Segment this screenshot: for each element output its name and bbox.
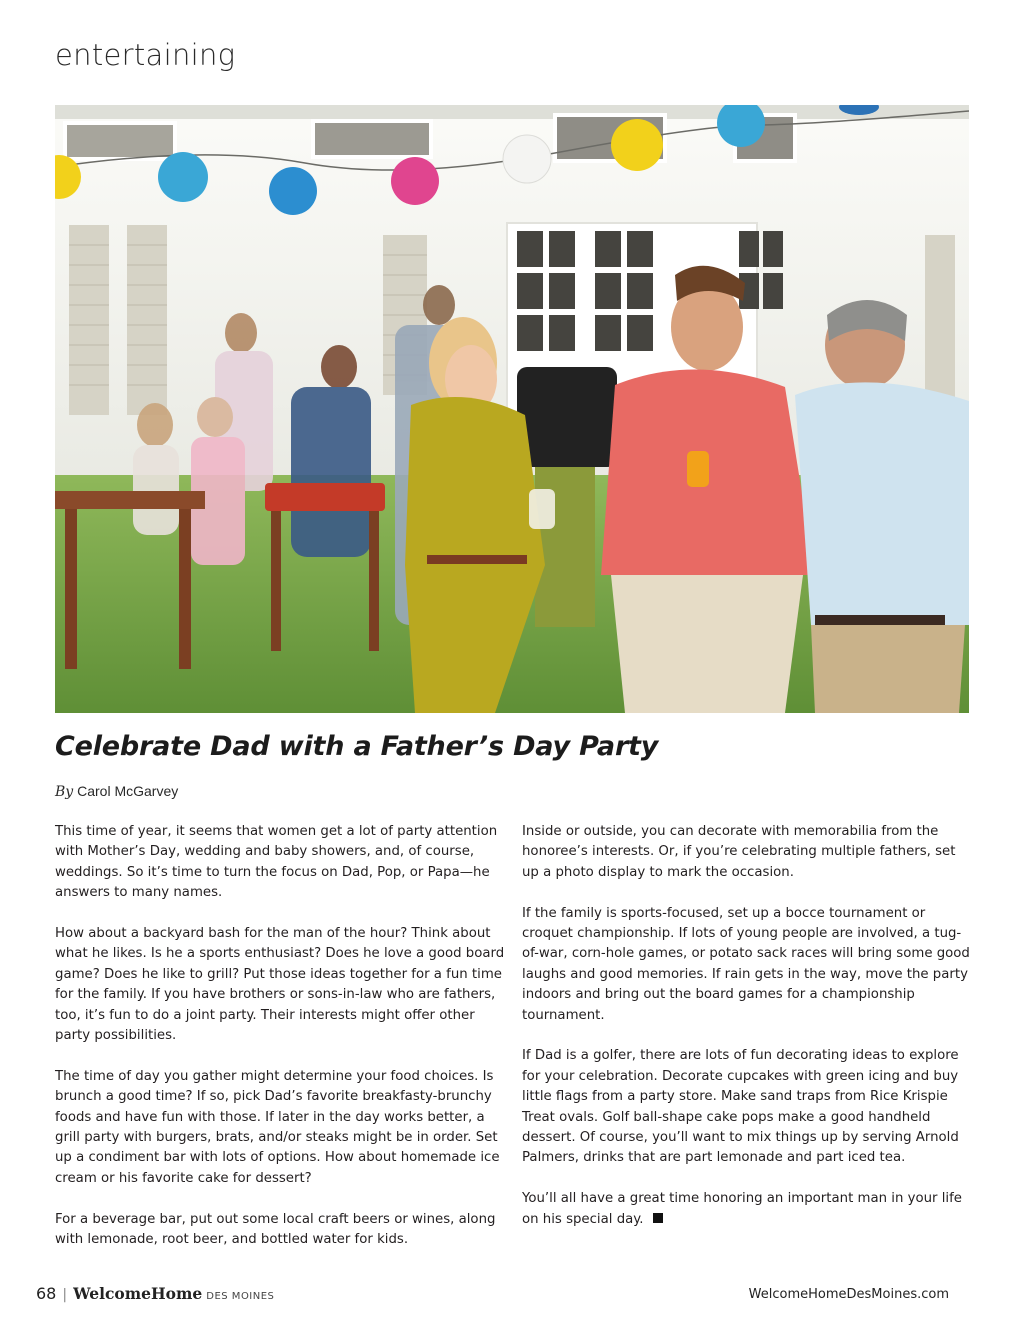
article-column-right: [522, 822, 974, 1250]
magazine-brand: WelcomeHome: [73, 1284, 203, 1303]
section-label: entertaining: [55, 38, 236, 72]
magazine-city: DES MOINES: [206, 1291, 275, 1302]
closing-paragraph: [522, 1189, 974, 1230]
paragraph: If Dad is a golfer, there are lots of fun decorating ideas to explore for your celebration. Decorate cupcakes with green icing and buy little flags from a party store. Make sand traps from Rice Krispie Treat ovals. Golf ball-shape cake pops make a good handheld dessert. Of course, you’ll want to mix things up by serving Arnold Palmers, drinks that are part lemonade and part iced tea.: [522, 1048, 959, 1166]
paragraph: For a beverage bar, put out some local craft beers or wines, along with lemonade, root beer, and bottled water for kids.: [55, 1211, 496, 1248]
author-name: Carol McGarvey: [77, 783, 179, 799]
byline-prefix: By: [55, 784, 74, 800]
byline: [55, 783, 178, 800]
upper-window: [313, 121, 431, 157]
end-mark-icon: [653, 1213, 663, 1223]
house-trim: [55, 105, 969, 119]
closing-text: You’ll all have a great time honoring an important man in your life on his special day.: [522, 1191, 962, 1227]
backyard-party-photo-icon: [55, 105, 969, 713]
footer-separator: |: [62, 1287, 68, 1303]
hero-photo: [55, 105, 969, 713]
paragraph: How about a backyard bash for the man of the hour? Think about what he likes. Is he a sports enthusiast? Does he love a good board game? Does he like to grill? Put those ideas together for a fun time for the family. If you have brothers or sons-in-law who are fathers, too, it’s fun to do a joint party. Their interests might offer other party possibilities.: [55, 926, 505, 1044]
paragraph: Inside or outside, you can decorate with memorabilia from the honoree’s interests. Or, if you’re celebrating multiple fathers, set up a photo display to mark the occasion.: [522, 824, 956, 880]
paragraph: If the family is sports-focused, set up a bocce tournament or croquet championship. If lots of young people are involved, a tug-of-war, corn-hole games, or potato sack races will bring some good laughs and good memories. If rain gets in the way, move the party indoors and bring out the board games for a championship tournament.: [522, 905, 970, 1023]
footer-website[interactable]: WelcomeHomeDesMoines.com: [748, 1287, 949, 1302]
article-column-left: [55, 822, 507, 1271]
upper-window: [65, 123, 175, 159]
footer-masthead: [36, 1284, 274, 1303]
paragraph: The time of day you gather might determine your food choices. Is brunch a good time? If so, pick Dad’s favorite breakfasty-brunchy foods and have fun with those. If later in the day works better, a grill party with burgers, brats, and/or steaks might be in order. Set up a condiment bar with lots of options. How about homemade ice cream or his favorite cake for dessert?: [55, 1068, 500, 1186]
article-title: Celebrate Dad with a Father’s Day Party: [55, 731, 659, 762]
page-number: 68: [36, 1284, 57, 1303]
paragraph: This time of year, it seems that women get a lot of party attention with Mother’s Day, wedding and baby showers, and, of course, weddings. So it’s time to turn the focus on Dad, Pop, or Papa—he answers to many names.: [55, 824, 498, 901]
grill: [517, 367, 617, 467]
